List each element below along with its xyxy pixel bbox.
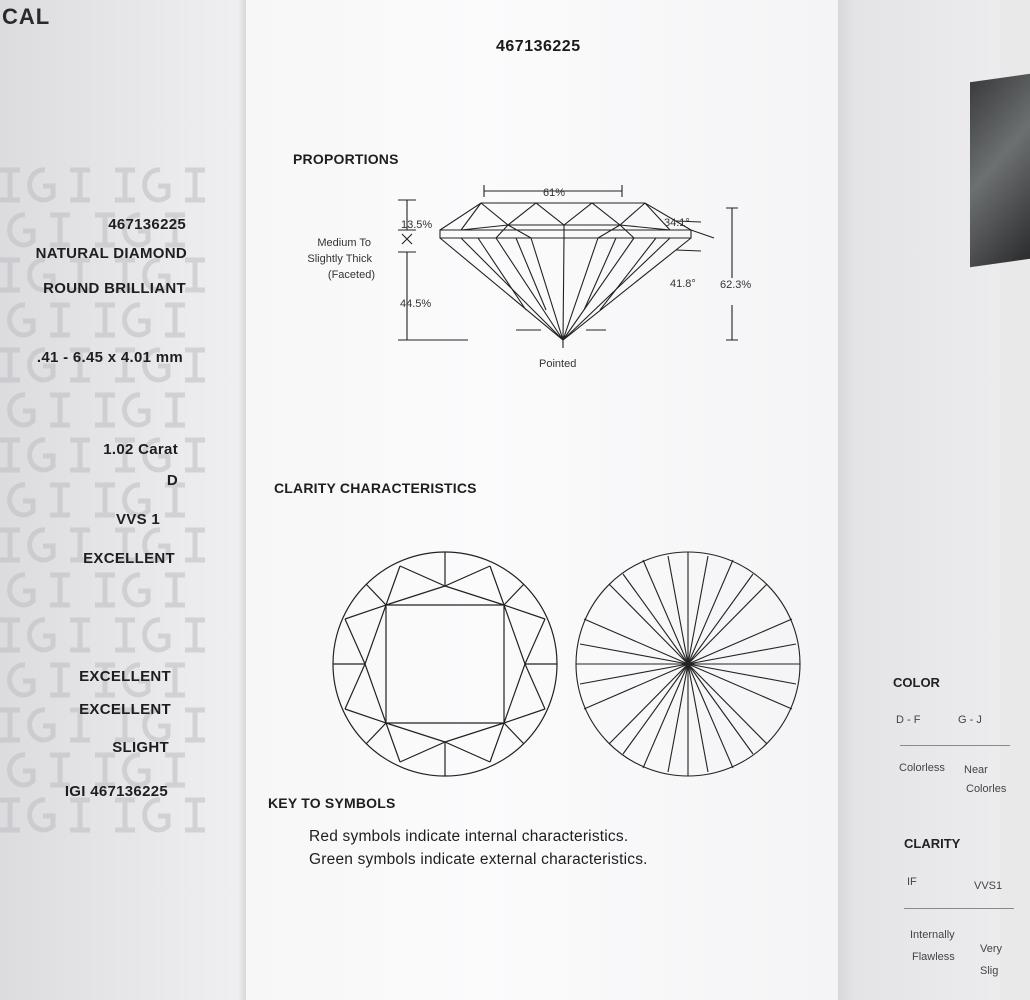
shape-cut-value: ROUND BRILLIANT — [43, 280, 186, 297]
color-grade-range-gj: G - J — [958, 714, 982, 726]
culet-label: Pointed — [539, 358, 577, 370]
diamond-photo — [970, 74, 1030, 267]
clarity-scale-title: CLARITY — [904, 836, 961, 851]
clarity-grade-value: VVS 1 — [115, 511, 160, 528]
polish-value: EXCELLENT — [79, 668, 171, 685]
crown-view-diagram — [330, 546, 560, 782]
color-grade-range-df: D - F — [896, 714, 921, 726]
carat-weight-value: 1.02 Carat — [103, 441, 178, 458]
crown-angle-label: 34.1° — [664, 217, 690, 229]
clarity-grade-vvs1: VVS1 — [974, 880, 1003, 892]
total-depth-percent: 62.3% — [720, 279, 752, 291]
color-label-colorless: Colorless — [899, 762, 945, 774]
table-percent: 61% — [543, 187, 566, 199]
proportions-diagram — [246, 170, 838, 380]
measurements-value: .41 - 6.45 x 4.01 mm — [36, 349, 183, 366]
color-scale-title: COLOR — [893, 675, 940, 690]
report-number-header: 467136225 — [496, 38, 581, 55]
crown-height-percent: 13.5% — [401, 219, 433, 231]
clarity-scale-line — [904, 908, 1014, 909]
pavilion-depth-percent: 44.5% — [400, 298, 432, 310]
key-line-external: Green symbols indicate external characteristics. — [309, 851, 648, 868]
girdle-label-line3: (Faceted) — [327, 269, 375, 281]
cut-grade-value: EXCELLENT — [83, 550, 175, 567]
panel-fold-shadow — [238, 0, 246, 1000]
clarity-label-flawless: Flawless — [912, 951, 955, 963]
key-to-symbols-title: KEY TO SYMBOLS — [268, 795, 396, 811]
clarity-label-slight: Slig — [980, 965, 999, 977]
color-scale-line — [900, 745, 1010, 746]
clarity-label-very: Very — [980, 943, 1003, 955]
clarity-characteristics-title: CLARITY CHARACTERISTICS — [274, 480, 477, 496]
color-label-near: Near — [964, 764, 988, 776]
proportions-title: PROPORTIONS — [293, 151, 399, 167]
pavilion-view-diagram — [573, 546, 803, 782]
girdle-label-line1: Medium To — [317, 237, 371, 249]
report-title-fragment: CAL — [2, 4, 51, 29]
inscription-value: IGI 467136225 — [64, 783, 168, 800]
description-value: NATURAL DIAMOND — [35, 245, 187, 262]
color-label-colorless-2: Colorles — [966, 783, 1007, 795]
color-grade-value: D — [166, 472, 178, 489]
clarity-label-internally: Internally — [910, 929, 955, 941]
fluorescence-value: SLIGHT — [112, 739, 169, 756]
diagram-panel — [246, 0, 838, 1000]
clarity-grade-if: IF — [907, 876, 917, 888]
symmetry-value: EXCELLENT — [79, 701, 171, 718]
girdle-label-line2: Slightly Thick — [307, 253, 372, 265]
pavilion-angle-label: 41.8° — [670, 278, 696, 290]
report-number-value: 467136225 — [108, 216, 186, 233]
grading-scale-panel — [838, 0, 1007, 1000]
report-summary-panel — [0, 0, 246, 1000]
key-line-internal: Red symbols indicate internal characteristics. — [309, 828, 629, 845]
